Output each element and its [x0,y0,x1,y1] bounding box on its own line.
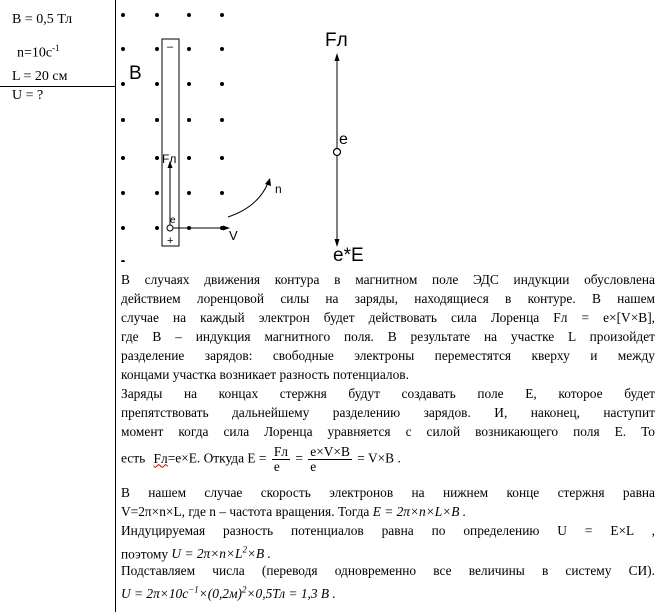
field-dot [187,13,191,17]
field-dot [121,226,125,230]
field-dot [220,156,224,160]
label-rod-force: Fл [162,152,177,166]
p5-line2 [121,581,655,604]
p2-line3: момент когда сила Лоренца уравняется с силой возникающего поля Е. То [121,424,655,439]
given-n-exp: -1 [52,43,60,53]
rotation-arc [228,183,268,217]
p2-line4 [121,445,655,474]
p1-line5: разделение зарядов: свободные электроны переместятся кверху и между [121,348,655,363]
field-dot [121,82,125,86]
field-dot [155,118,159,122]
field-dot [155,13,159,17]
label-rod-electron: е [170,215,176,226]
field-dot [220,82,224,86]
p2-tail: = V×B . [357,450,401,466]
given-u: U = ? [12,88,44,103]
magnetic-field-diagram [0,0,668,262]
field-dot [121,118,125,122]
rod-minus: – [167,41,174,53]
p2-equals: = [295,450,303,466]
field-dot [121,156,125,160]
field-dot [187,47,191,51]
p4-line1: Индуцируемая разность потенциалов равна по определению U = E×L , [121,523,655,538]
label-big-force: Fл [325,30,348,51]
p3-line2-text: V=2π×n×L, где n – частота вращения. Тогда [121,504,370,519]
p2-eq-text: =e×E. Откуда E = [167,450,267,466]
field-dot [155,226,159,230]
field-dot [187,118,191,122]
field-dot [187,82,191,86]
label-b: B [129,63,142,84]
p1-line6: концами участка возникает разность потенциалов. [121,367,409,382]
p1-line2: действием лоренцовой силы на заряды, находящиеся в контуре. В нашем [121,291,655,306]
p5-line1: Подставляем числа (переводя одновременно все величины в систему СИ). [121,563,655,578]
p1-line3-text: случае на каждый электрон будет действовать сила Лоренца Fл = e× [121,310,617,325]
p2-line1: Заряды на концах стержня будут создавать поле Е, которое будет [121,386,655,401]
label-big-ee: е*Е [333,245,364,262]
label-big-electron: е [339,131,348,148]
rod-plus: + [167,235,174,247]
field-dot [121,260,125,262]
given-n-base: n=10c [17,45,53,61]
p1-line3-formula: [V×B], [616,310,655,325]
field-dot [220,191,224,195]
given-b: B = 0,5 Тл [12,12,73,27]
p3-line1: В нашем случае скорость электронов на нижнем конце стержня равна [121,485,655,500]
p2-line2: препятствовать дальнейшему разделению зарядов. И, наконец, наступит [121,405,655,420]
p4-line2-text: поэтому [121,546,169,562]
label-rotation: n [275,182,282,196]
field-dot [187,191,191,195]
p3-line2-formula: E = 2π×n×L×B . [372,504,467,519]
field-dot [220,13,224,17]
p1-line1: В случаях движения контура в магнитном поле ЭДС индукции обусловлена [121,272,655,287]
field-dot [187,156,191,160]
fraction2-denominator: e [310,459,317,474]
p1-line3 [121,309,655,328]
field-dot [155,191,159,195]
big-electron [334,149,341,156]
p2-word-est: есть [121,450,146,466]
field-dot [155,156,159,160]
field-dot [155,82,159,86]
field-dot [121,13,125,17]
fraction1-numerator: Fл [273,444,288,459]
field-dot [220,47,224,51]
given-l: L = 20 см [12,69,68,84]
rotation-arrowhead [265,178,271,186]
field-dot [155,47,159,51]
p3-line2 [121,503,655,522]
p1-line4: где В – индукция магнитного поля. В результате на участке L произойдет [121,329,655,344]
big-force-arrowhead-up [335,53,340,61]
p4-line2 [121,541,655,564]
fraction2-numerator: e×V×B [310,444,350,459]
label-velocity: V [229,228,238,243]
field-dot [121,191,125,195]
fraction1-denominator: e [273,459,280,474]
p4-line2-formula: $U = 2\pi\times n\times L^2\times B$ . [171,545,271,562]
field-dot [121,47,125,51]
p5-line2-formula: $U = 2\pi\times 10c^{-1}\times(0,2м)^2\times 0,5Тл = 1,3$ В . [121,585,336,602]
field-dot [220,118,224,122]
fraction-evb-over-e [308,445,352,474]
fraction-fl-over-e [272,445,290,474]
p2-fl-misspelled: Fл [153,450,168,466]
